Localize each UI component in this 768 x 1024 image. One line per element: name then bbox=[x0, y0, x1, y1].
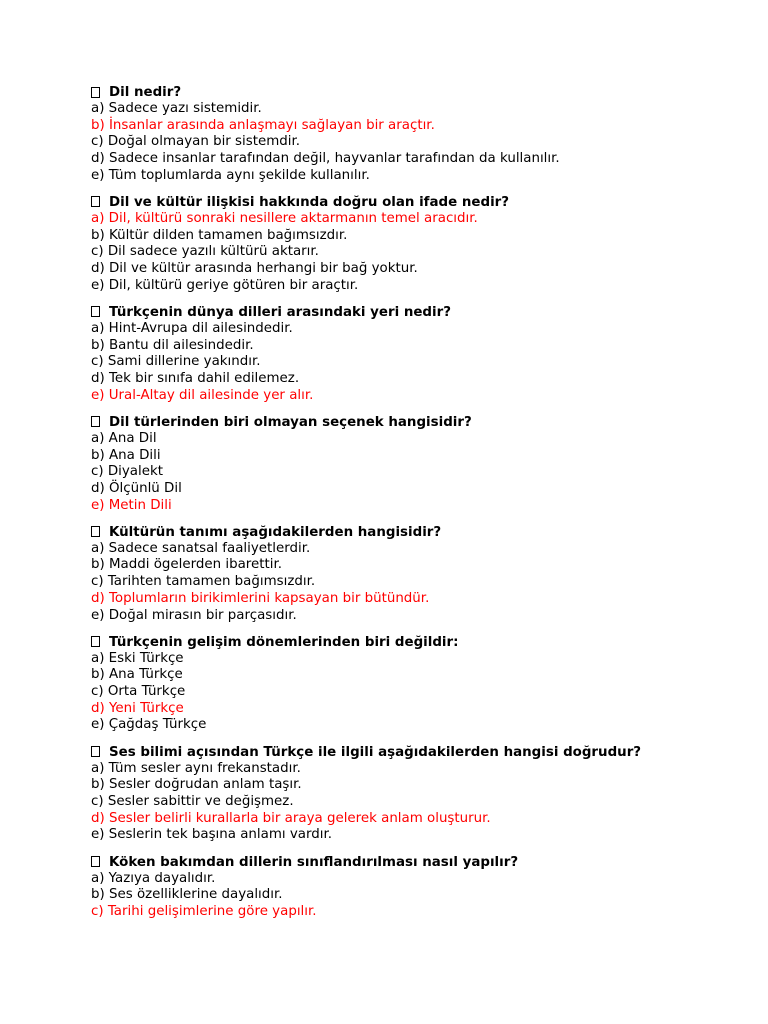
answer-option: a) Yazıya dayalıdır. bbox=[91, 870, 216, 886]
answer-option: b) Maddi ögelerden ibarettir. bbox=[91, 557, 282, 573]
question-heading bbox=[91, 84, 751, 101]
answer-option: d) Tek bir sınıfa dahil edilemez. bbox=[91, 370, 300, 386]
answer-option: c) Sesler sabittir ve değişmez. bbox=[91, 794, 294, 809]
question-heading bbox=[91, 304, 751, 321]
question-text: Ses bilimi açısından Türkçe ile ilgili aşağıdakilerden hangisi doğrudur? bbox=[109, 744, 642, 760]
answer-option: a) Sadece sanatsal faaliyetlerdir. bbox=[91, 540, 311, 556]
question-heading bbox=[91, 854, 751, 871]
answer-option: c) Dil sadece yazılı kültürü aktarır. bbox=[91, 244, 319, 260]
question-text: Köken bakımdan dillerin sınıflandırılması nasıl yapılır? bbox=[109, 854, 519, 870]
answer-option: b) Ana Dili bbox=[91, 447, 161, 463]
question-block bbox=[91, 414, 751, 514]
correct-answer-option: a) Dil, kültürü sonraki nesillere aktarmanın temel aracıdır. bbox=[91, 210, 478, 226]
question-heading bbox=[91, 414, 751, 431]
question-block bbox=[91, 84, 751, 184]
answer-option: e) Çağdaş Türkçe bbox=[91, 717, 207, 733]
correct-answer-option: c) Tarihi gelişimlerine göre yapılır. bbox=[91, 903, 317, 919]
correct-answer-option: d) Yeni Türkçe bbox=[91, 700, 184, 716]
answer-option: b) Kültür dilden tamamen bağımsızdır. bbox=[91, 227, 348, 243]
answer-option: c) Tarihten tamamen bağımsızdır. bbox=[91, 574, 316, 590]
question-text: Türkçenin gelişim dönemlerinden biri değildir: bbox=[109, 634, 459, 650]
correct-answer-option: d) Sesler belirli kurallarla bir araya gelerek anlam oluşturur. bbox=[91, 810, 491, 826]
document-page bbox=[91, 84, 751, 930]
answer-option: a) Tüm sesler aynı frekanstadır. bbox=[91, 760, 301, 776]
correct-answer-option: e) Metin Dili bbox=[91, 497, 172, 513]
answer-option: a) Hint-Avrupa dil ailesindedir. bbox=[91, 320, 293, 336]
question-heading bbox=[91, 524, 751, 541]
answer-option: d) Ölçünlü Dil bbox=[91, 480, 182, 496]
question-bullet-icon bbox=[91, 87, 100, 98]
question-block bbox=[91, 854, 751, 921]
answer-option: e) Seslerin tek başına anlamı vardır. bbox=[91, 827, 333, 843]
question-block bbox=[91, 524, 751, 624]
answer-option: d) Dil ve kültür arasında herhangi bir bağ yoktur. bbox=[91, 261, 418, 276]
question-bullet-icon bbox=[91, 306, 100, 317]
answer-option: a) Sadece yazı sistemidir. bbox=[91, 101, 262, 116]
answer-option: c) Diyalekt bbox=[91, 464, 163, 480]
answer-option: c) Orta Türkçe bbox=[91, 684, 186, 700]
question-heading bbox=[91, 194, 751, 211]
question-list bbox=[91, 84, 751, 921]
answer-option: e) Doğal mirasın bir parçasıdır. bbox=[91, 607, 297, 623]
question-block bbox=[91, 304, 751, 404]
answer-option: e) Tüm toplumlarda aynı şekilde kullanılır. bbox=[91, 167, 370, 183]
question-text: Dil nedir? bbox=[109, 85, 182, 100]
correct-answer-option: d) Toplumların birikimlerini kapsayan bir bütündür. bbox=[91, 590, 430, 606]
answer-option: e) Dil, kültürü geriye götüren bir araçtır. bbox=[91, 277, 359, 293]
question-text: Türkçenin dünya dilleri arasındaki yeri nedir? bbox=[109, 304, 451, 320]
question-bullet-icon bbox=[91, 416, 100, 427]
answer-option: a) Ana Dil bbox=[91, 430, 157, 446]
answer-option: b) Bantu dil ailesindedir. bbox=[91, 337, 254, 353]
question-block bbox=[91, 744, 751, 844]
question-text: Dil türlerinden biri olmayan seçenek hangisidir? bbox=[109, 414, 472, 430]
question-heading bbox=[91, 634, 751, 651]
question-text: Kültürün tanımı aşağıdakilerden hangisidir? bbox=[109, 524, 442, 540]
question-bullet-icon bbox=[91, 526, 100, 537]
question-block bbox=[91, 194, 751, 294]
question-heading bbox=[91, 744, 751, 761]
answer-option: d) Sadece insanlar tarafından değil, hayvanlar tarafından da kullanılır. bbox=[91, 151, 560, 167]
question-text: Dil ve kültür ilişkisi hakkında doğru olan ifade nedir? bbox=[109, 194, 510, 210]
question-block bbox=[91, 634, 751, 734]
answer-option: b) Sesler doğrudan anlam taşır. bbox=[91, 777, 302, 793]
answer-option: c) Sami dillerine yakındır. bbox=[91, 354, 261, 370]
answer-option: a) Eski Türkçe bbox=[91, 650, 184, 666]
correct-answer-option: b) İnsanlar arasında anlaşmayı sağlayan bir araçtır. bbox=[91, 117, 435, 133]
question-bullet-icon bbox=[91, 196, 100, 207]
question-bullet-icon bbox=[91, 746, 100, 757]
answer-option: b) Ana Türkçe bbox=[91, 667, 183, 683]
question-bullet-icon bbox=[91, 856, 100, 867]
question-bullet-icon bbox=[91, 636, 100, 647]
correct-answer-option: e) Ural-Altay dil ailesinde yer alır. bbox=[91, 387, 314, 403]
answer-option: b) Ses özelliklerine dayalıdır. bbox=[91, 887, 283, 903]
answer-option: c) Doğal olmayan bir sistemdir. bbox=[91, 134, 301, 150]
